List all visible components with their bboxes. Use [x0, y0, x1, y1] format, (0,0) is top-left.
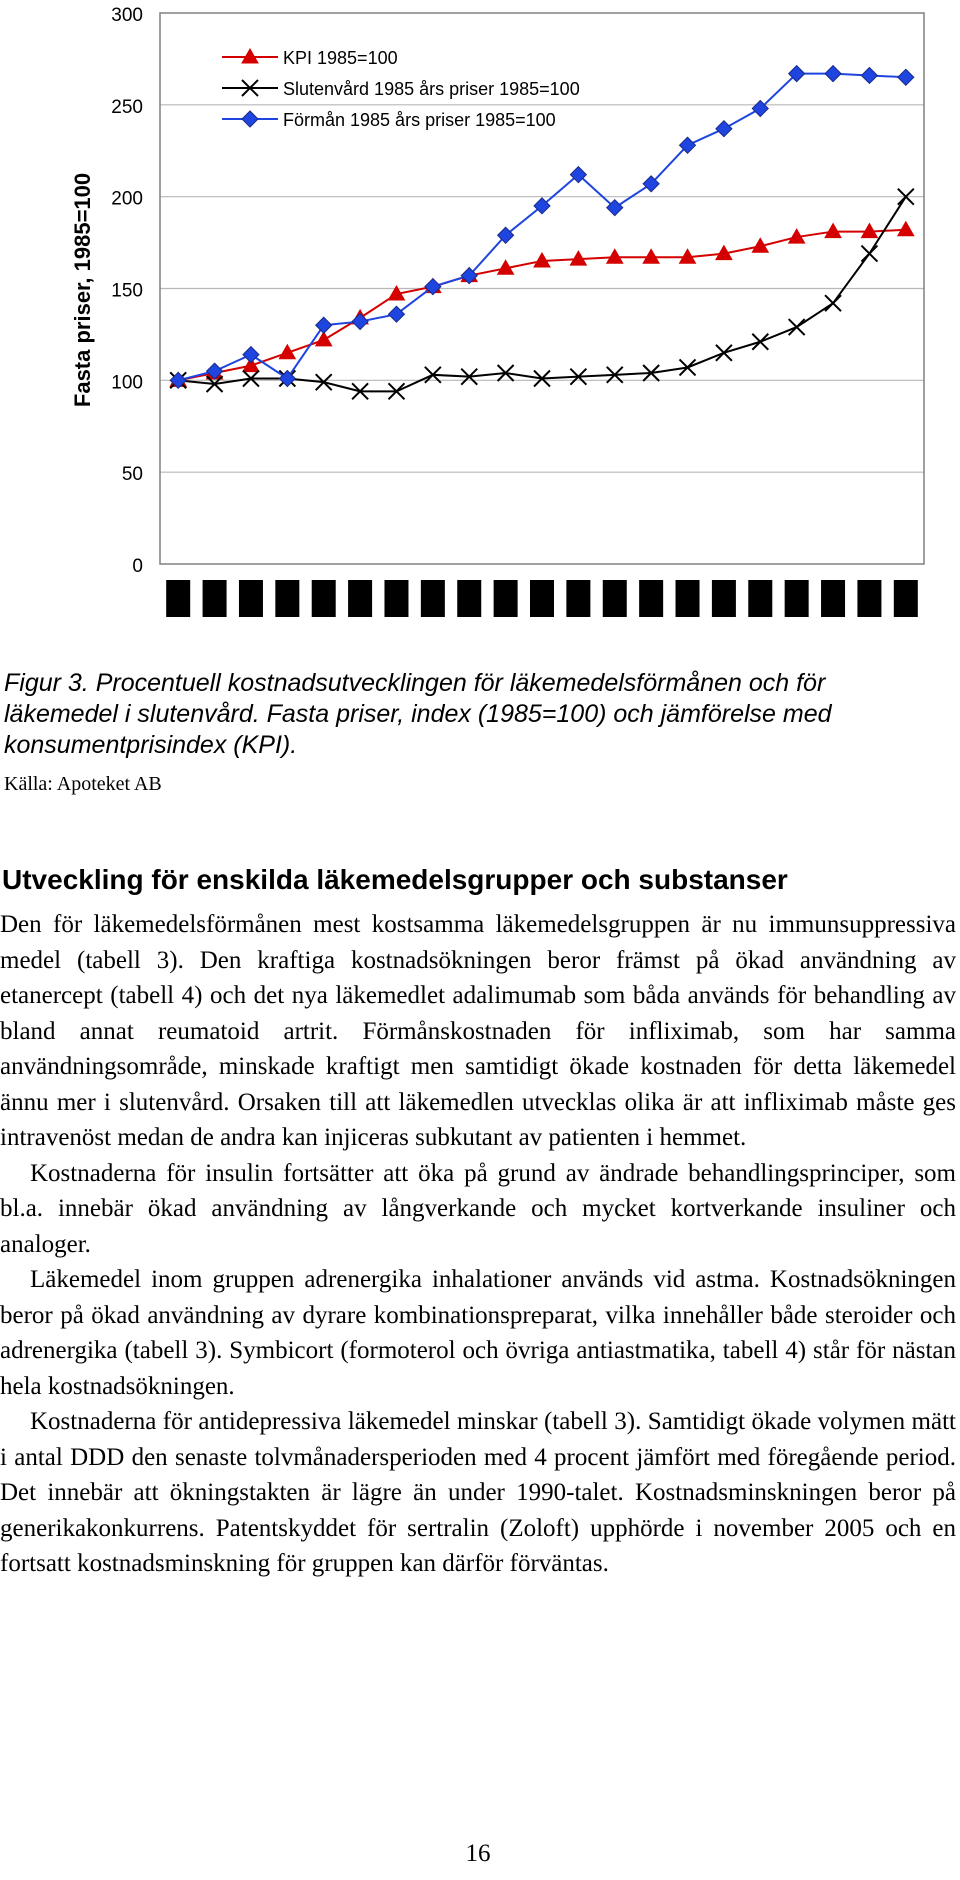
cost-index-chart	[0, 0, 960, 640]
x-tick-label	[421, 580, 445, 617]
y-tick-label: 200	[111, 188, 143, 210]
x-marker	[861, 246, 877, 262]
x-tick-label	[239, 580, 263, 617]
x-tick-label	[894, 580, 918, 617]
x-tick-label	[857, 580, 881, 617]
triangle-marker	[898, 222, 914, 236]
x-tick-label	[603, 580, 627, 617]
diamond-marker	[861, 67, 877, 83]
legend-label: Förmån 1985 års priser 1985=100	[283, 110, 556, 130]
legend-entry	[222, 48, 398, 68]
diamond-marker	[716, 121, 732, 137]
legend-label: KPI 1985=100	[283, 48, 398, 68]
y-tick-label: 300	[111, 5, 143, 26]
diamond-marker	[243, 347, 259, 363]
diamond-marker	[388, 306, 404, 322]
paragraph: Läkemedel inom gruppen adrenergika inhalationer används vid astma. Kostnadsökningen beror på ökad användning av dyrare kombinationspreparat, vilka innehåller både steroider och adrenergika (tabell 3). Symbicort (formoterol och övriga antiastmatika, tabell 4) står för nästan hela kostnadsökningen.	[0, 1266, 956, 1400]
data-series	[170, 222, 914, 387]
legend-entry	[222, 110, 556, 130]
x-tick-label	[384, 580, 408, 617]
legend-label: Slutenvård 1985 års priser 1985=100	[283, 79, 580, 99]
y-tick-label: 250	[111, 96, 143, 118]
x-tick-label	[348, 580, 372, 617]
data-series	[170, 189, 914, 400]
figure-source: Källa: Apoteket AB	[4, 773, 162, 795]
body-text	[0, 907, 956, 1582]
series-line	[178, 197, 906, 392]
paragraph: Den för läkemedelsförmånen mest kostsamma läkemedelsgruppen är nu immunsuppressiva medel (tabell 3). Den kraftiga kostnadsökningen beror främst på ökad användning av etanercept (tabell 4) och det nya läkemedlet adalimumab som båda används för behandling av bland annat reumatoid artrit. Förmånskostnaden för infliximab, som har samma användningsområde, minskade kraftigt men samtidigt ökade kostnaden för detta läkemedel ännu mer i slutenvård. Orsaken till att läkemedlen utvecklas olika är att infliximab måste ges intravenöst medan de andra kan injiceras subkutant av patienten i hemmet.	[0, 911, 956, 1151]
x-tick-label	[457, 580, 481, 617]
x-tick-label	[566, 580, 590, 617]
figure-caption: Figur 3. Procentuell kostnadsutvecklingen för läkemedelsförmånen och för läkemedel i slutenvård. Fasta priser, index (1985=100) och jämförelse med konsumentprisindex (KPI).	[4, 669, 832, 759]
x-marker	[716, 345, 732, 361]
x-tick-label	[676, 580, 700, 617]
x-tick-label	[494, 580, 518, 617]
x-tick-label	[312, 580, 336, 617]
diamond-marker	[825, 66, 841, 82]
y-tick-label: 150	[111, 280, 143, 302]
x-marker	[752, 334, 768, 350]
paragraph: Kostnaderna för antidepressiva läkemedel minskar (tabell 3). Samtidigt ökade volymen mätt i antal DDD den senaste tolvmånadersperioden med 4 procent jämfört med föregående period. Det innebär att ökningstakten är lägre än under 1990-talet. Kostnadsminskningen beror på generikakonkurrens. Patentskyddet för sertralin (Zoloft) upphörde i november 2005 och en fortsatt kostnadsminskning för gruppen kan därför förväntas.	[0, 1408, 956, 1577]
x-marker	[825, 295, 841, 311]
x-tick-label	[821, 580, 845, 617]
x-tick-label	[785, 580, 809, 617]
x-tick-label	[275, 580, 299, 617]
x-tick-label	[166, 580, 190, 617]
y-tick-label: 100	[111, 372, 143, 394]
x-tick-label	[712, 580, 736, 617]
x-marker	[789, 319, 805, 335]
section-heading: Utveckling för enskilda läkemedelsgrupper och substanser	[2, 864, 788, 895]
y-axis-label: Fasta priser, 1985=100	[70, 172, 95, 408]
page-number: 16	[465, 1840, 491, 1867]
diamond-marker	[898, 69, 914, 85]
x-tick-label	[530, 580, 554, 617]
diamond-marker	[352, 314, 368, 330]
x-tick-label	[203, 580, 227, 617]
diamond-marker	[242, 111, 258, 127]
diamond-marker	[316, 317, 332, 333]
paragraph: Kostnaderna för insulin fortsätter att öka på grund av ändrade behandlingsprinciper, som bl.a. innebär ökad användning av långverkande och mycket kortverkande insuliner och analoger.	[0, 1159, 956, 1258]
y-tick-label: 50	[121, 464, 143, 486]
x-tick-label	[748, 580, 772, 617]
legend-entry	[222, 79, 580, 99]
x-tick-label	[639, 580, 663, 617]
y-tick-label: 0	[132, 556, 143, 577]
